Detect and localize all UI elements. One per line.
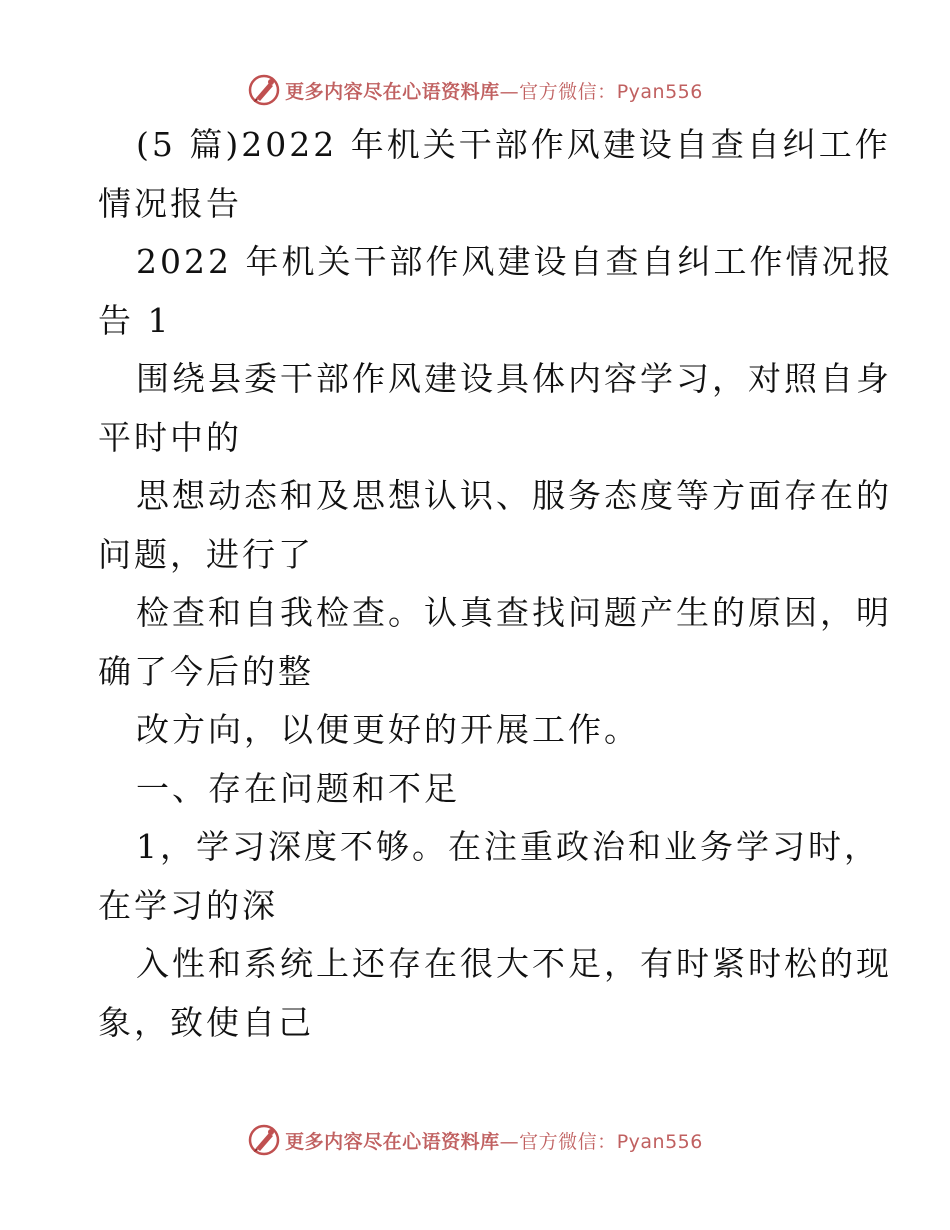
banner-text xyxy=(285,1127,703,1154)
banner-site: 更多内容尽在心语资料库 xyxy=(285,80,500,103)
text-line: 围绕县委干部作风建设具体内容学习，对照自身 xyxy=(136,359,892,398)
text-line: 思想动态和及思想认识、服务态度等方面存在的 xyxy=(136,476,892,515)
pen-logo-icon xyxy=(247,1123,281,1157)
text-line: 入性和系统上还存在很大不足，有时紧时松的现 xyxy=(136,944,892,983)
text-line: 情况报告 xyxy=(98,183,242,223)
text-line: (5 篇)2022 年机关干部作风建设自查自纠工作 xyxy=(136,125,891,164)
text-line: 1，学习深度不够。在注重政治和业务学习时， xyxy=(136,827,880,866)
text-line: 问题，进行了 xyxy=(98,534,314,574)
text-line: 在学习的深 xyxy=(98,885,278,925)
banner-site: 更多内容尽在心语资料库 xyxy=(285,1130,500,1153)
text-line: 检查和自我检查。认真查找问题产生的原因，明 xyxy=(136,593,892,632)
text-line: 确了今后的整 xyxy=(98,651,314,691)
text-line: 平时中的 xyxy=(98,417,242,457)
banner-wechat-id: Pyan556 xyxy=(616,1130,703,1153)
banner-separator: — xyxy=(499,80,520,103)
banner-separator: — xyxy=(499,1130,520,1153)
header-banner xyxy=(0,72,950,108)
text-line: 告 1 xyxy=(98,300,172,340)
text-line: 象，致使自己 xyxy=(98,1002,314,1042)
pen-logo-icon xyxy=(247,73,281,107)
text-line: 改方向，以便更好的开展工作。 xyxy=(136,710,640,749)
banner-text xyxy=(285,77,703,104)
footer-banner xyxy=(0,1122,950,1158)
banner-wechat-label: 官方微信： xyxy=(519,1130,617,1153)
banner-wechat-label: 官方微信： xyxy=(519,80,617,103)
document-body xyxy=(98,116,894,1052)
banner-wechat-id: Pyan556 xyxy=(616,80,703,103)
text-line: 2022 年机关干部作风建设自查自纠工作情况报 xyxy=(136,242,894,281)
text-line: 一、存在问题和不足 xyxy=(136,768,460,808)
